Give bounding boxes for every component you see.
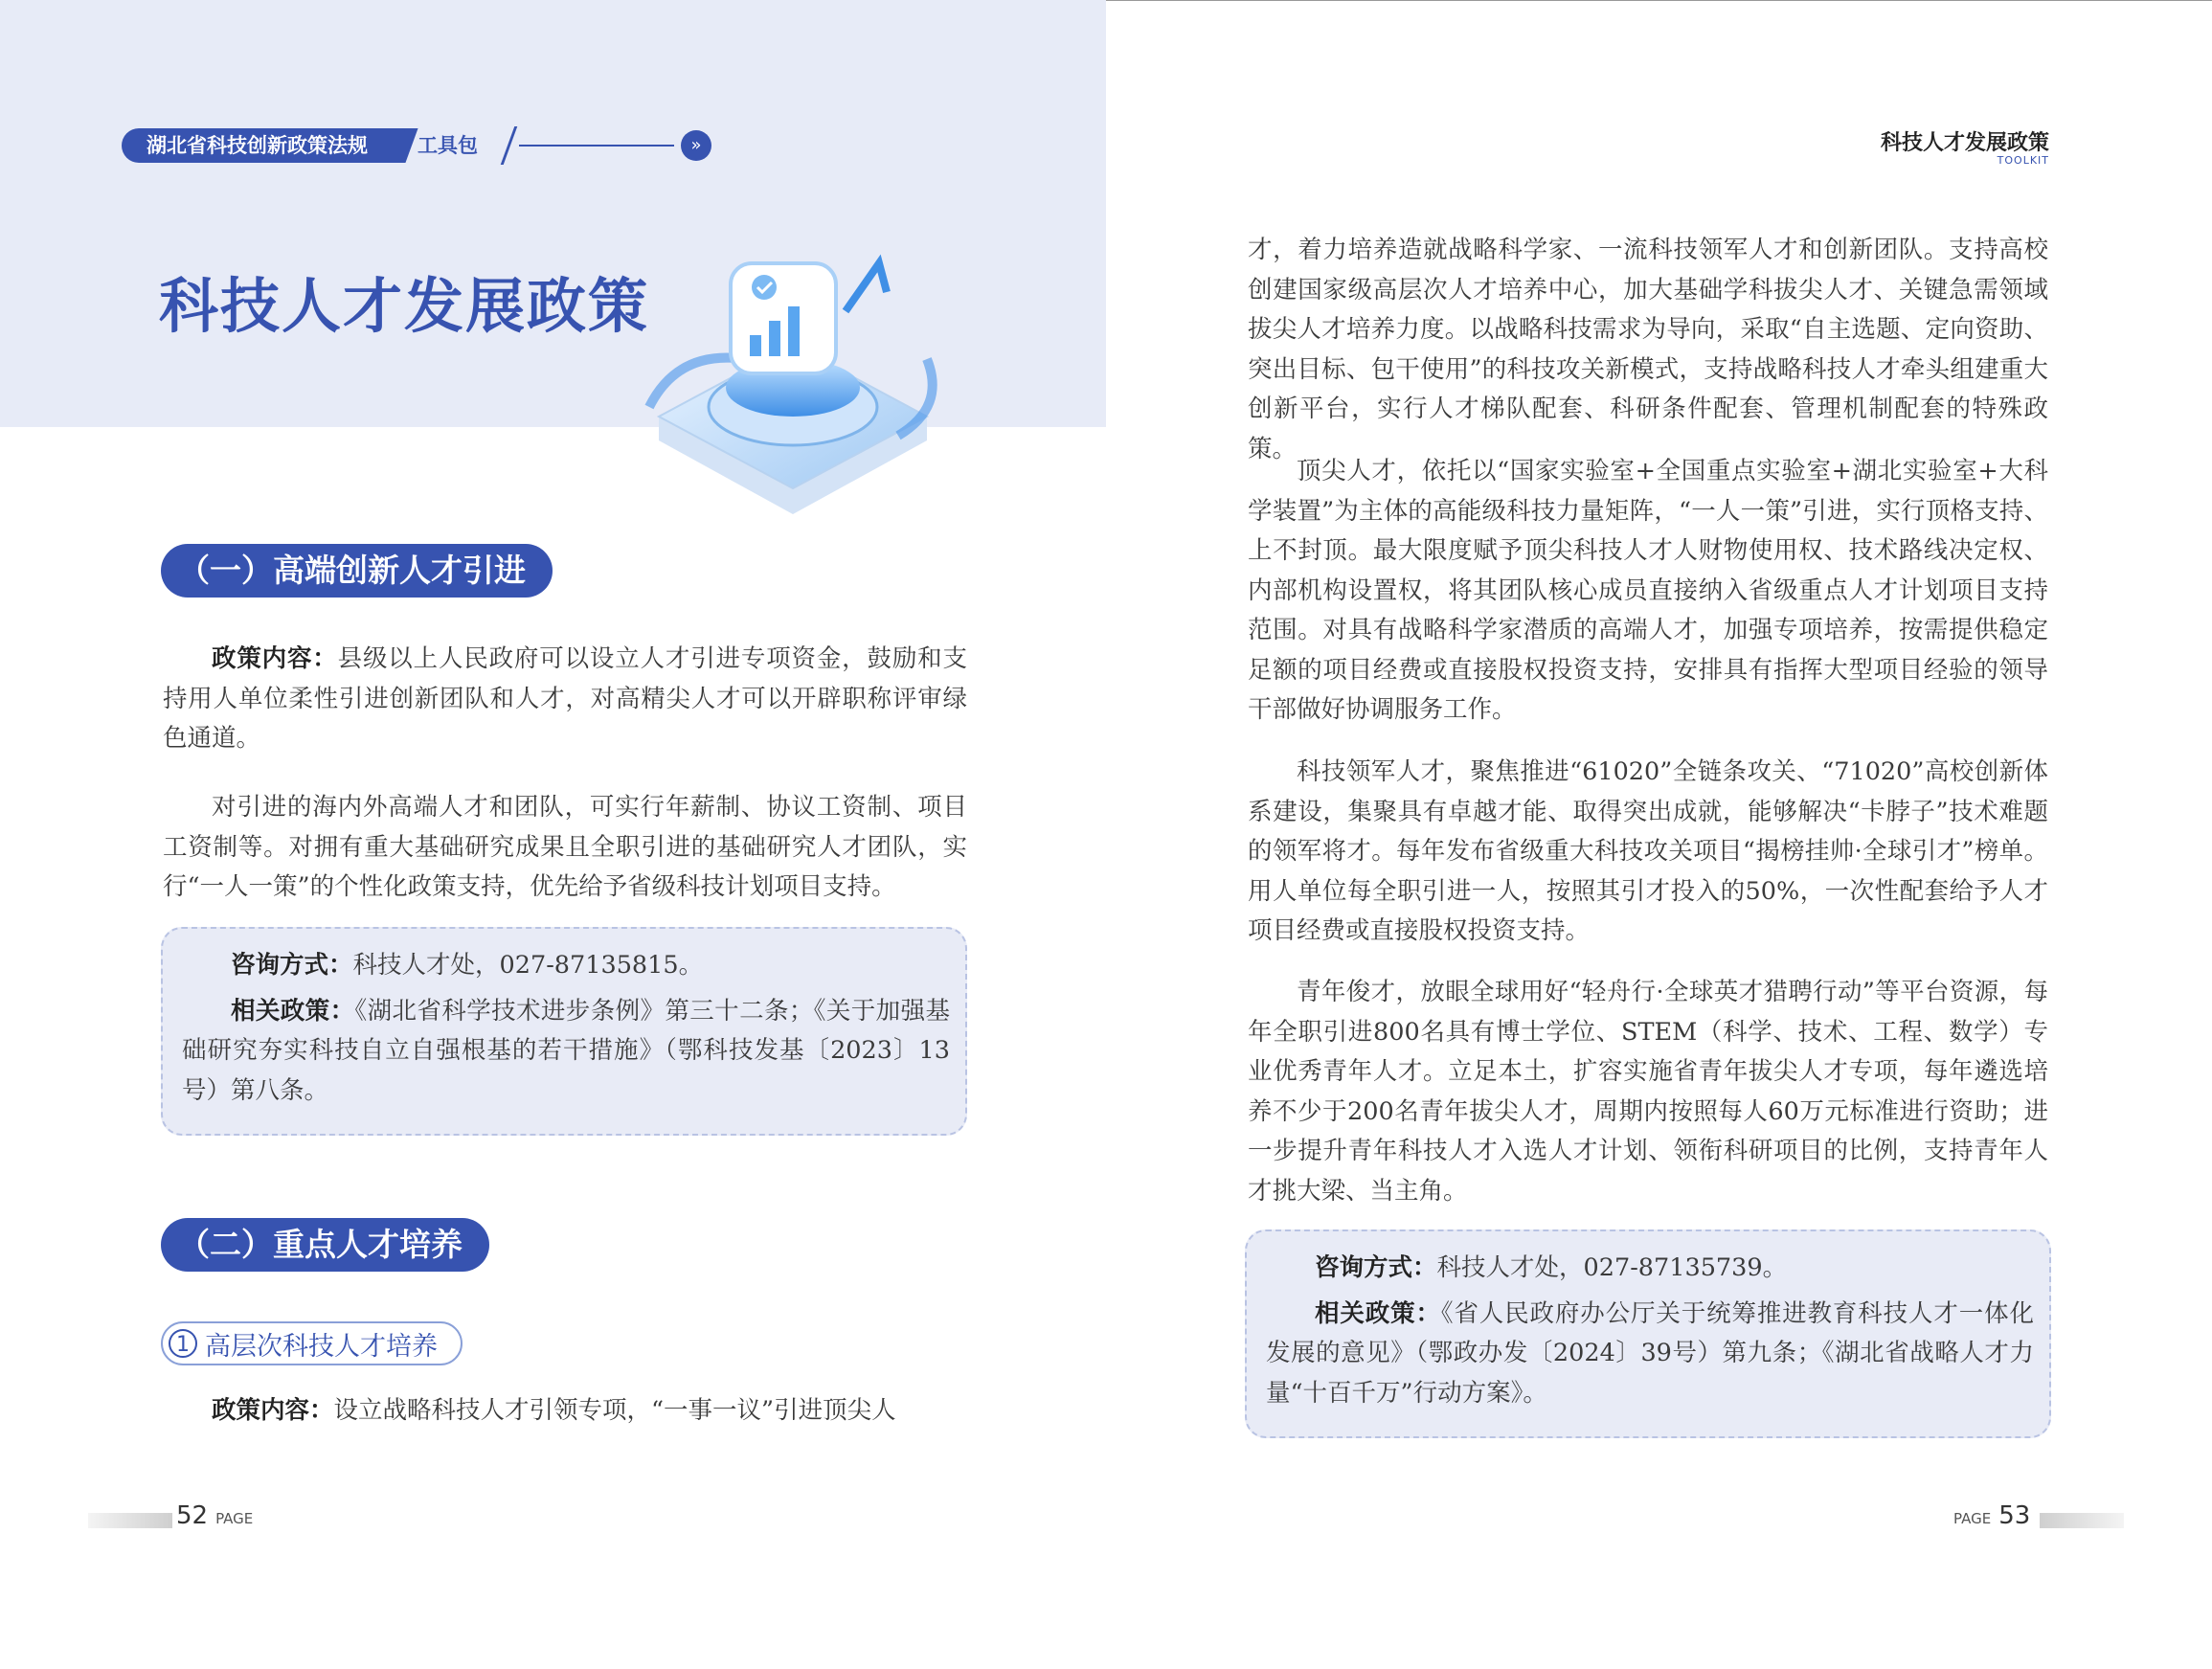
right-page-word: PAGE — [1953, 1510, 1992, 1527]
contact-text: 科技人才处，027-87135739。 — [1436, 1253, 1788, 1282]
footer-bar-left — [88, 1513, 172, 1528]
contact-label: 咨询方式： — [1315, 1253, 1437, 1282]
contact-text: 科技人才处，027-87135815。 — [352, 951, 704, 980]
top-rule — [1106, 0, 2212, 1]
subsection-heading — [161, 1321, 463, 1365]
related-label: 相关政策： — [231, 996, 355, 1026]
section1-para2 — [163, 788, 967, 908]
policy-label: 政策内容： — [212, 1396, 334, 1425]
policy-text: 县级以上人民政府可以设立人才引进专项资金，鼓励和支持用人单位柔性引进创新团队和人才，对高精尖人才可以开辟职称评审绿色通道。 — [163, 644, 967, 753]
right-para3-text: 科技领军人才，聚焦推进“61020”全链条攻关、“71020”高校创新体系建设，集聚具有卓越才能、取得突出成就，能够解决“卡脖子”技术难题的领军将才。每年发布省级重大科技攻关项目“揭榜挂帅·全球引才”榜单。用人单位每全职引进一人，按照其引才投入的50%，一次性配套给予人才项目经费或直接股权投资支持。 — [1248, 757, 2048, 945]
right-header-subtitle: TOOLKIT — [1997, 154, 2049, 167]
section1-heading: （一）高端创新人才引进 — [161, 544, 553, 598]
footer-bar-right — [2040, 1513, 2124, 1528]
right-para1-text: 才，着力培养造就战略科学家、一流科技领军人才和创新团队。支持高校创建国家级高层次人才培养中心，加大基础学科拔尖人才、关键急需领域拔尖人才培养力度。以战略科技需求为导向，采取“自主选题、定向资助、突出目标、包干使用”的科技攻关新模式，支持战略科技人才牵头组建重大创新平台，实行人才梯队配套、科研条件配套、管理机制配套的特殊政策。 — [1248, 236, 2048, 463]
section1-policy — [163, 640, 967, 759]
right-header — [1881, 126, 2049, 167]
subsection-number: 1 — [169, 1329, 197, 1358]
right-para4 — [1248, 973, 2048, 1211]
policy-text: 设立战略科技人才引领专项，“一事一议”引进顶尖人 — [333, 1396, 896, 1425]
header-line — [519, 145, 674, 147]
related-text: 《省人民政府办公厅关于统筹推进教育科技人才一体化发展的意见》（鄂政办发〔2024〕39号）第九条；《湖北省战略人才力量“十百千万”行动方案》。 — [1266, 1298, 2034, 1408]
contact-label: 咨询方式： — [231, 951, 353, 980]
right-para1 — [1248, 231, 2048, 469]
left-page-number: 52 — [176, 1501, 209, 1530]
related-text: 《湖北省科学技术进步条例》第三十二条；《关于加强基础研究夯实科技自立自强根基的若干措施》（鄂科技发基〔2023〕13号）第八条。 — [182, 996, 950, 1105]
section2-policy — [163, 1391, 967, 1432]
right-page-number: 53 — [1998, 1501, 2031, 1530]
right-para2 — [1248, 452, 2048, 731]
related-label: 相关政策： — [1315, 1298, 1441, 1328]
right-header-title: 科技人才发展政策 — [1880, 131, 2049, 155]
right-para3 — [1248, 753, 2048, 952]
page-number-right — [1946, 1501, 2030, 1530]
right-info-text — [1266, 1249, 2034, 1413]
section2-heading: （二）重点人才培养 — [161, 1218, 489, 1272]
right-info-box — [1245, 1229, 2051, 1438]
chart-podium-illustration — [640, 244, 946, 522]
section1-para2-text: 对引进的海内外高端人才和团队，可实行年薪制、协议工资制、项目工资制等。对拥有重大基础研究成果且全职引进的基础研究人才团队，实行“一人一策”的个性化政策支持，优先给予省级科技计划项目支持。 — [163, 793, 967, 901]
page-title: 科技人才发展政策 — [159, 271, 650, 341]
page-number-left — [176, 1501, 260, 1530]
left-page-word: PAGE — [215, 1510, 254, 1527]
policy-label: 政策内容： — [212, 644, 338, 673]
subsection-title: 高层次科技人才培养 — [205, 1331, 438, 1362]
right-para4-text: 青年俊才，放眼全球用好“轻舟行·全球英才猎聘行动”等平台资源，每年全职引进800名具有博士学位、STEM（科学、技术、工程、数学）专业优秀青年人才。立足本土，扩容实施省青年拔尖人才专项，每年遴选培养不少于200名青年拔尖人才，周期内按照每人60万元标准进行资助；进一步提升青年科技人才入选人才计划、领衔科研项目的比例，支持青年人才挑大梁、当主角。 — [1248, 978, 2048, 1206]
forward-arrow-icon: » — [681, 130, 711, 161]
header-tool-label: 工具包 — [418, 134, 478, 157]
section1-info-box — [161, 927, 967, 1136]
right-para2-text: 顶尖人才，依托以“国家实验室+全国重点实验室+湖北实验室+大科学装置”为主体的高能级科技力量矩阵，“一人一策”引进，实行顶格支持、上不封顶。最大限度赋予顶尖科技人才人财物使用权、技术路线决定权、内部机构设置权，将其团队核心成员直接纳入省级重点人才计划项目支持范围。对具有战略科学家潜质的高端人才，加强专项培养，按需提供稳定足额的项目经费或直接股权投资支持，安排具有指挥大型项目经验的领导干部做好协调服务工作。 — [1248, 457, 2048, 724]
header-tag: 湖北省科技创新政策法规 — [122, 128, 405, 163]
section1-info-text — [182, 946, 950, 1111]
